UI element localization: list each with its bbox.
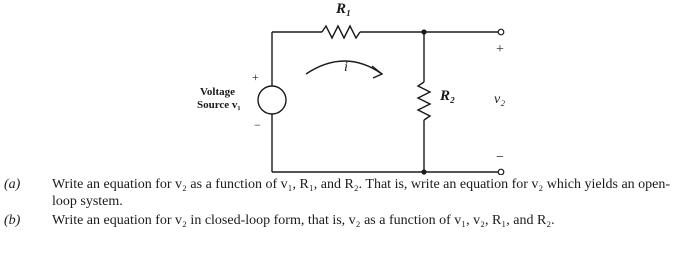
resistor-r1 xyxy=(322,26,360,38)
current-label: i xyxy=(344,60,348,75)
question-b-tag: (b) xyxy=(4,213,21,228)
source-label-line1: Voltage xyxy=(200,86,236,98)
question-b xyxy=(4,212,694,229)
node-bottom xyxy=(421,169,426,174)
terminal-top xyxy=(498,29,504,35)
source-plus-sign: + xyxy=(252,70,259,84)
output-voltage-label: v₂ xyxy=(494,92,506,107)
question-a-text: Write an equation for v₂ as a function of v₁, R₁, and R₂. That is, write an equation for v₂ which yields an open-loop system. xyxy=(52,177,671,209)
question-b-text: Write an equation for v₂ in closed-loop form, that is, v₂ as a function of v₁, v₂, R₁, and R₂. xyxy=(52,213,555,228)
question-list xyxy=(4,176,694,231)
resistor-r2 xyxy=(418,82,430,120)
r2-label: R₂ xyxy=(440,88,456,104)
question-a-tag: (a) xyxy=(4,177,21,192)
source-label-line2: Source v₁ xyxy=(197,99,241,111)
terminal-bottom xyxy=(498,169,504,175)
current-arrowhead xyxy=(372,66,382,78)
node-top xyxy=(421,29,426,34)
voltage-source xyxy=(258,86,286,114)
question-a xyxy=(4,176,694,210)
source-minus-sign: − xyxy=(254,118,261,132)
output-minus-sign: − xyxy=(496,150,504,165)
r1-label: R₁ xyxy=(336,1,352,17)
output-plus-sign: + xyxy=(496,42,504,57)
